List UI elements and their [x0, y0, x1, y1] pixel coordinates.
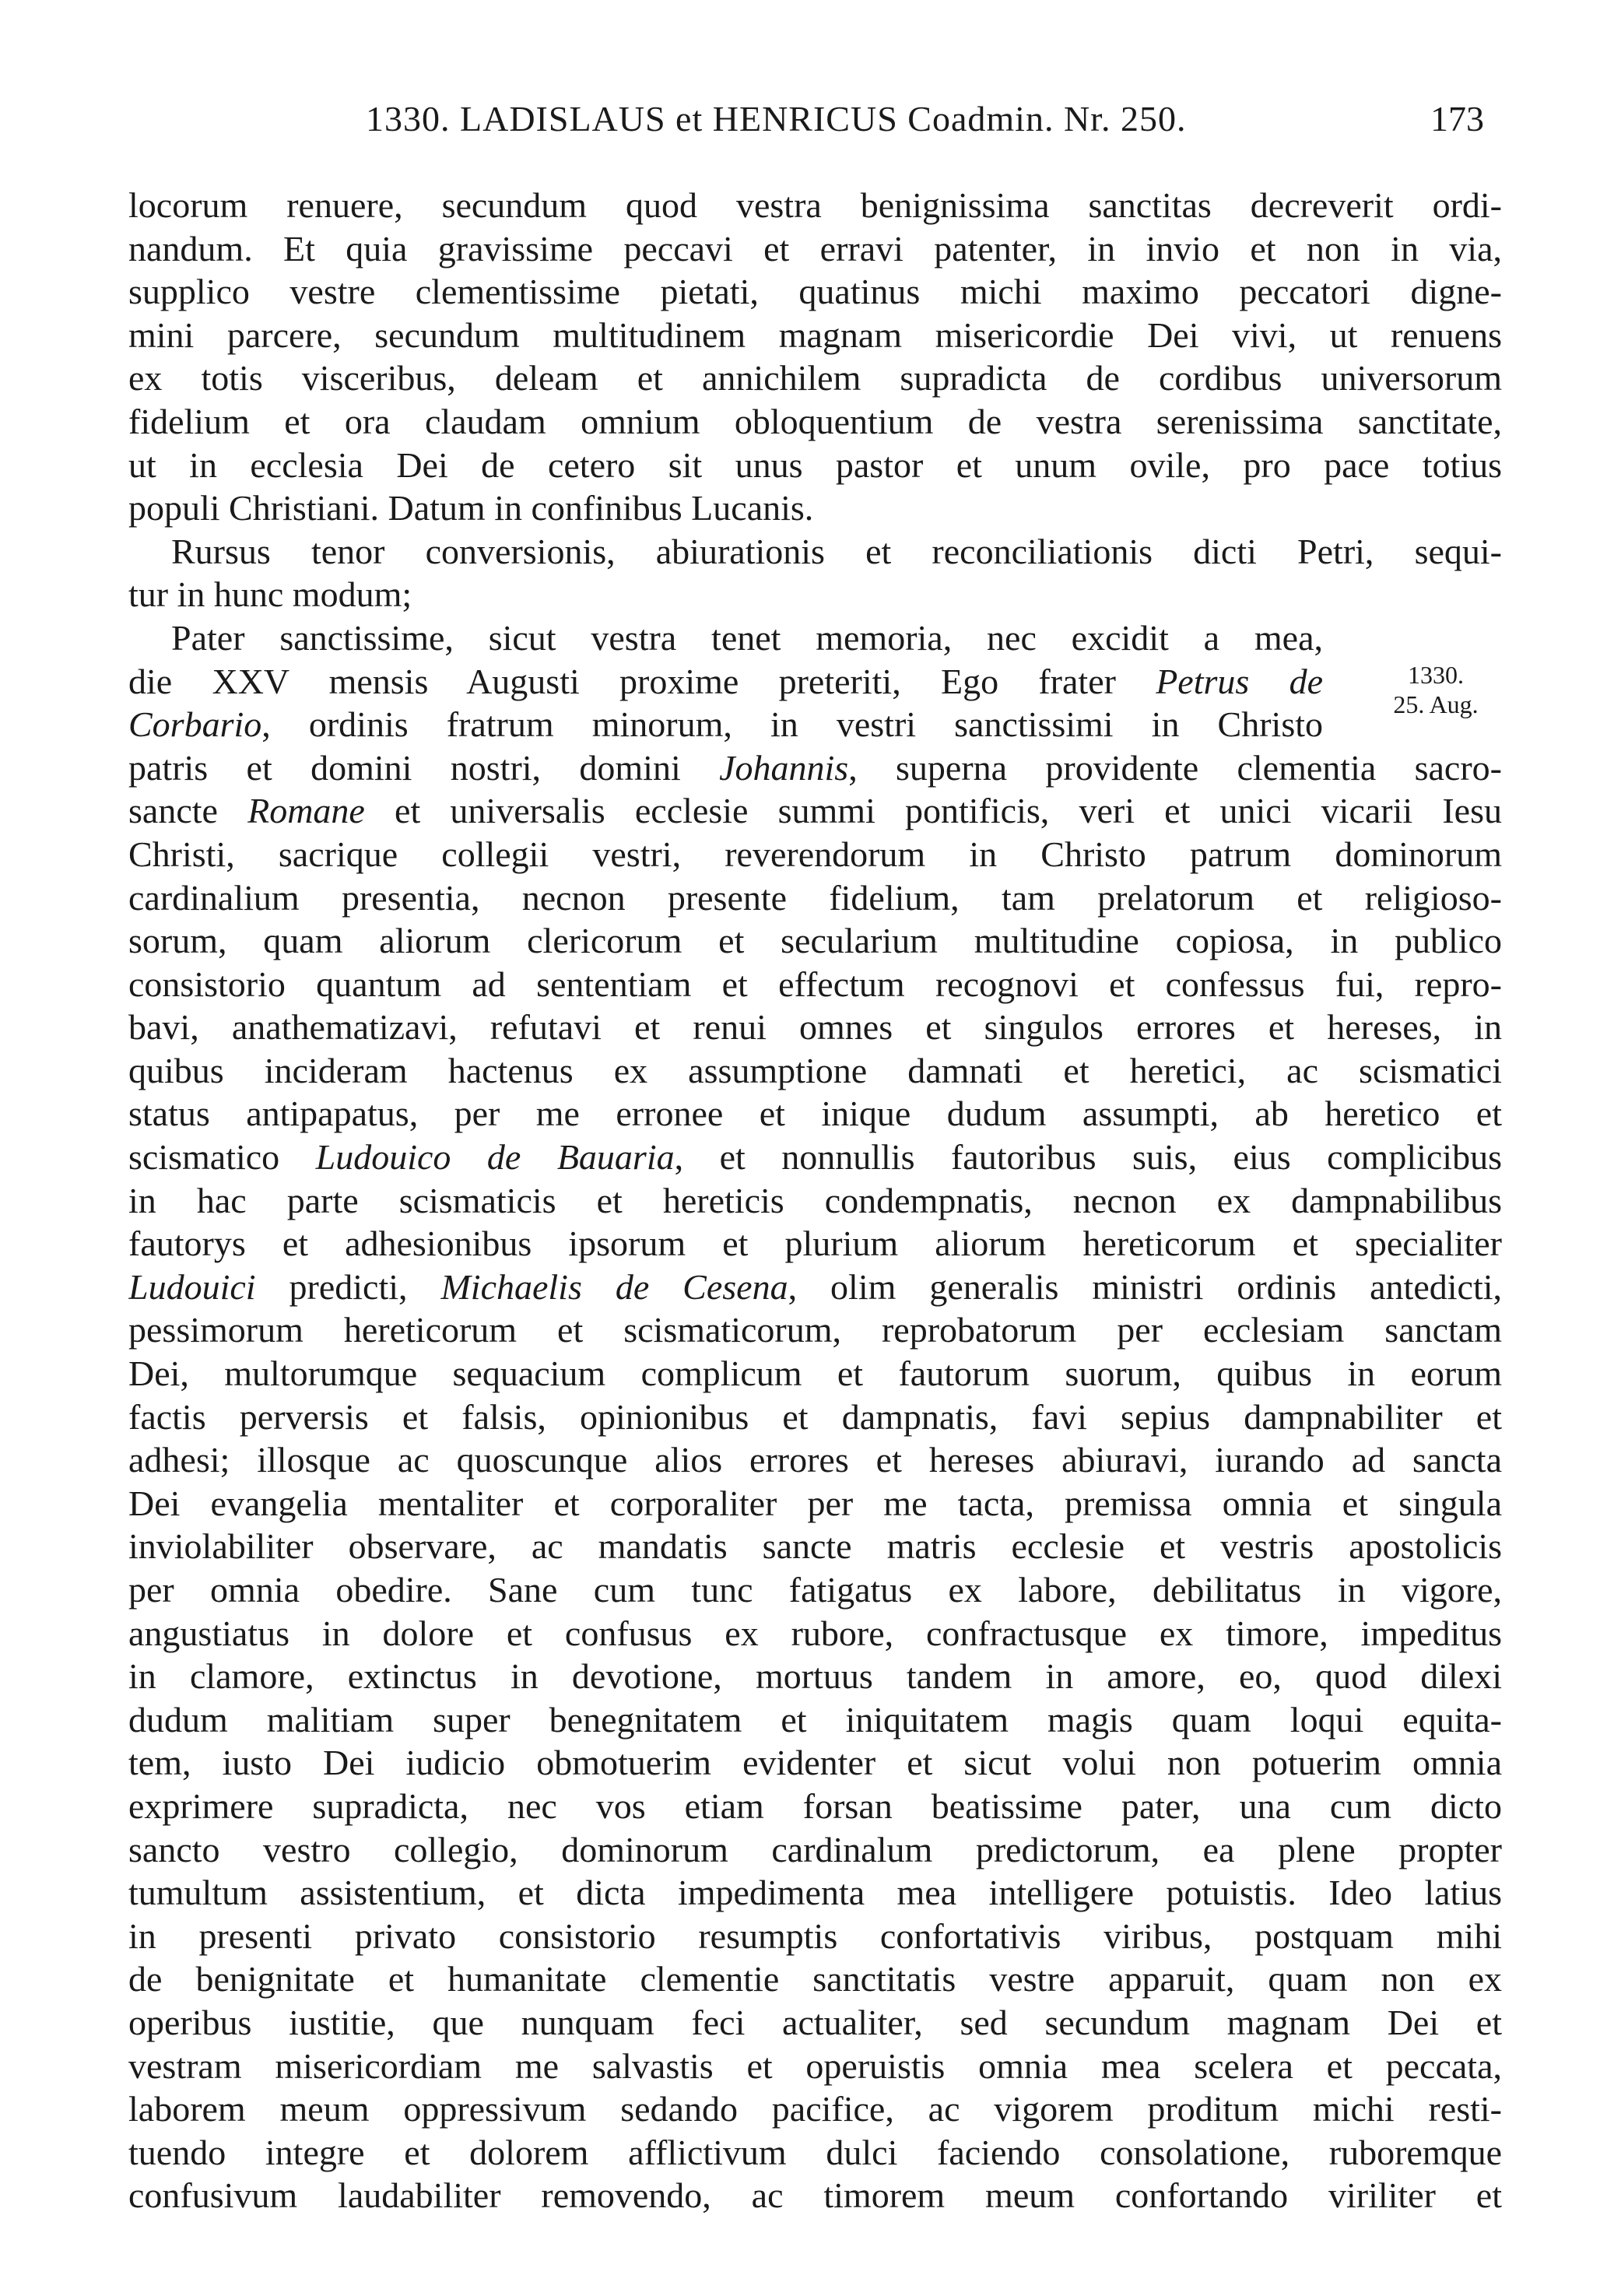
text-line: Dei, multorumque sequacium complicum et fautorum suorum, quibus in eorum	[128, 1353, 1502, 1394]
text-line: tumultum assistentium, et dicta impedimenta mea intelligere potuistis. Ideo latius	[128, 1873, 1502, 1913]
text-line: in presenti privato consistorio resumptis confortativis viribus, postquam mihi	[128, 1915, 1502, 1956]
text-line: mini parcere, secundum multitudinem magnam misericordie Dei vivi, ut renuens	[128, 314, 1502, 355]
text-line: scismatico Ludouico de Bauaria, et nonnullis fautoribus suis, eius complicibus	[128, 1137, 1502, 1178]
text-line: quibus incideram hactenus ex assumptione damnati et heretici, ac scismatici	[128, 1050, 1502, 1090]
text-line	[128, 660, 1323, 704]
text-line: Ludouici predicti, Michaelis de Cesena, olim generalis ministri ordinis antedicti,	[128, 1266, 1502, 1307]
text-line: in hac parte scismaticis et hereticis condempnatis, necnon ex dampnabilibus	[128, 1180, 1502, 1220]
text-line: confusivum laudabiliter removendo, ac timorem meum confortando viriliter et	[128, 2175, 1502, 2216]
text-line: pessimorum hereticorum et scismaticorum, reprobatorum per ecclesiam sanctam	[128, 1310, 1502, 1350]
text-line: cardinalium presentia, necnon presente fidelium, tam prelatorum et religioso-	[128, 877, 1502, 918]
text-line: exprimere supradicta, nec vos etiam forsan beatissime pater, una cum dicto	[128, 1785, 1502, 1826]
text-line: patris et domini nostri, domini Johannis, superna providente clementia sacro-	[128, 747, 1502, 788]
page-number: 173	[1430, 99, 1484, 139]
text-line: supplico vestre clementissime pietati, quatinus michi maximo peccatori digne-	[128, 272, 1502, 312]
text-line: tem, iusto Dei iudicio obmotuerim evidenter et sicut volui non potuerim omnia	[128, 1743, 1502, 1783]
text-line: Rursus tenor conversionis, abiurationis et reconciliationis dicti Petri, sequi-	[171, 531, 1502, 571]
text-line: laborem meum oppressivum sedando pacifice, ac vigorem proditum michi resti-	[128, 2089, 1502, 2129]
text-line: ut in ecclesia Dei de cetero sit unus pastor et unum ovile, pro pace totius	[128, 444, 1502, 485]
text-line: sancte Romane et universalis ecclesie summi pontificis, veri et unici vicarii Iesu	[128, 791, 1502, 831]
text-line: nandum. Et quia gravissime peccavi et erravi patenter, in invio et non in via,	[128, 228, 1502, 269]
text-line-content: Corbario, ordinis fratrum minorum, in vestri sanctissimi in Christo	[128, 704, 1323, 745]
text-line-content: die XXV mensis Augusti proxime preteriti, Ego frater Petrus de	[128, 661, 1323, 701]
text-line: dudum malitiam super benegnitatem et iniquitatem magis quam loqui equita-	[128, 1699, 1502, 1740]
margin-date: 25. Aug.	[1393, 690, 1479, 718]
text-line: sorum, quam aliorum clericorum et secularium multitudine copiosa, in publico	[128, 921, 1502, 961]
text-line: tur in hunc modum;	[128, 574, 412, 615]
text-line: populi Christiani. Datum in confinibus Lucanis.	[128, 488, 814, 528]
text-line: de benignitate et humanitate clementie sanctitatis vestre apparuit, quam non ex	[128, 1959, 1502, 1999]
text-line: sancto vestro collegio, dominorum cardinalum predictorum, ea plene propter	[128, 1829, 1502, 1869]
text-line: Pater sanctissime, sicut vestra tenet memoria, nec excidit a mea,	[171, 617, 1323, 658]
text-line: factis perversis et falsis, opinionibus et dampnatis, favi sepius dampnabiliter et	[128, 1396, 1502, 1437]
text-line: status antipapatus, per me erronee et inique dudum assumpti, ab heretico et	[128, 1094, 1502, 1134]
text-line: ex totis visceribus, deleam et annichilem supradicta de cordibus universorum	[128, 358, 1502, 398]
margin-year: 1330.	[1408, 661, 1464, 689]
text-line: in clamore, extinctus in devotione, mortuus tandem in amore, eo, quod dilexi	[128, 1656, 1502, 1697]
text-line: Christi, sacrique collegii vestri, reverendorum in Christo patrum dominorum	[128, 834, 1502, 874]
text-line: consistorio quantum ad sententiam et effectum recognovi et confessus fui, repro-	[128, 964, 1502, 1004]
text-line: vestram misericordiam me salvastis et operuistis omnia mea scelera et peccata,	[128, 2045, 1502, 2086]
text-line: fidelium et ora claudam omnium obloquentium de vestra serenissima sanctitate,	[128, 401, 1502, 441]
text-line: locorum renuere, secundum quod vestra benignissima sanctitas decreverit ordi-	[128, 185, 1502, 225]
text-line: adhesi; illosque ac quoscunque alios errores et hereses abiuravi, iurando ad sancta	[128, 1440, 1502, 1480]
text-line: tuendo integre et dolorem afflictivum dulci faciendo consolatione, ruboremque	[128, 2132, 1502, 2172]
text-line	[128, 703, 1323, 746]
body-text	[128, 184, 1502, 2217]
text-line: operibus iustitie, que nunquam feci actualiter, sed secundum magnam Dei et	[128, 2002, 1502, 2042]
text-line: fautorys et adhesionibus ipsorum et plurium aliorum hereticorum et specialiter	[128, 1223, 1502, 1264]
text-line: bavi, anathematizavi, refutavi et renui omnes et singulos errores et hereses, in	[128, 1007, 1502, 1048]
running-title: 1330. LADISLAUS et HENRICUS Coadmin. Nr. 250.	[366, 99, 1187, 139]
page-header	[0, 98, 1607, 145]
text-line: inviolabiliter observare, ac mandatis sancte matris ecclesie et vestris apostolicis	[128, 1526, 1502, 1567]
text-line: Dei evangelia mentaliter et corporaliter per me tacta, premissa omnia et singula	[128, 1483, 1502, 1523]
text-line: angustiatus in dolore et confusus ex rubore, confractusque ex timore, impeditus	[128, 1613, 1502, 1653]
text-line: per omnia obedire. Sane cum tunc fatigatus ex labore, debilitatus in vigore,	[128, 1570, 1502, 1610]
